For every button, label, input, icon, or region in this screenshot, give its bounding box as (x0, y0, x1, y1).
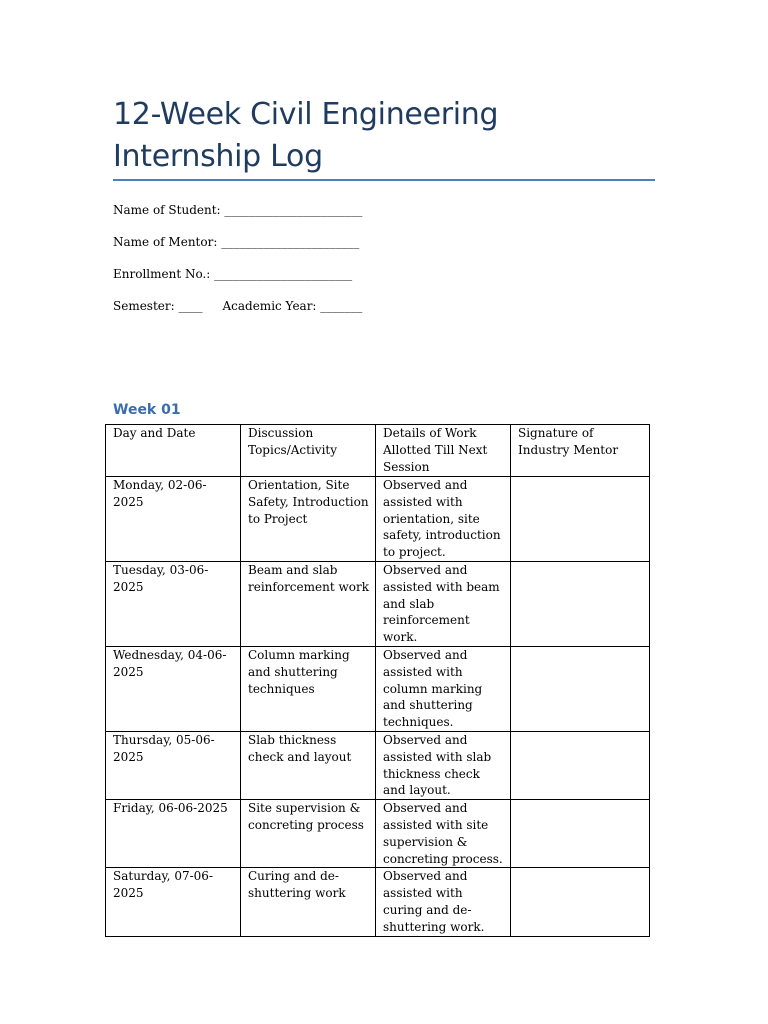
cell-discussion-topic: Column marking and shuttering techniques (241, 646, 376, 731)
document-title: 12-Week Civil Engineering Internship Log (113, 97, 499, 174)
title-underline (113, 179, 655, 181)
week-heading: Week 01 (113, 402, 181, 418)
table-row (106, 800, 650, 868)
header-day-and-date: Day and Date (106, 425, 241, 477)
cell-mentor-signature[interactable] (511, 800, 650, 868)
cell-day-and-date: Tuesday, 03-06-2025 (106, 561, 241, 646)
academic-year-field: Academic Year: _______ (222, 299, 363, 313)
cell-mentor-signature[interactable] (511, 477, 650, 562)
week-log-table (105, 424, 650, 937)
header-discussion-topics: Discussion Topics/Activity (241, 425, 376, 477)
cell-mentor-signature[interactable] (511, 731, 650, 799)
semester-year-line (113, 298, 362, 314)
cell-work-details: Observed and assisted with curing and de-shuttering work. (376, 868, 511, 936)
mentor-name-field: Name of Mentor: _______________________ (113, 235, 360, 249)
cell-discussion-topic: Slab thickness check and layout (241, 731, 376, 799)
table-row (106, 561, 650, 646)
cell-mentor-signature[interactable] (511, 868, 650, 936)
semester-field: Semester: ____ (113, 299, 203, 313)
week-log-body (106, 425, 650, 937)
cell-discussion-topic: Curing and de-shuttering work (241, 868, 376, 936)
table-row (106, 731, 650, 799)
cell-mentor-signature[interactable] (511, 561, 650, 646)
cell-day-and-date: Monday, 02-06-2025 (106, 477, 241, 562)
cell-day-and-date: Friday, 06-06-2025 (106, 800, 241, 868)
table-row (106, 477, 650, 562)
cell-mentor-signature[interactable] (511, 646, 650, 731)
cell-day-and-date: Saturday, 07-06-2025 (106, 868, 241, 936)
table-row (106, 646, 650, 731)
student-name-field: Name of Student: _______________________ (113, 203, 363, 217)
header-work-details: Details of Work Allotted Till Next Session (376, 425, 511, 477)
cell-work-details: Observed and assisted with column marking and shuttering techniques. (376, 646, 511, 731)
cell-discussion-topic: Beam and slab reinforcement work (241, 561, 376, 646)
cell-work-details: Observed and assisted with orientation, site safety, introduction to project. (376, 477, 511, 562)
cell-day-and-date: Thursday, 05-06-2025 (106, 731, 241, 799)
table-header-row (106, 425, 650, 477)
cell-day-and-date: Wednesday, 04-06-2025 (106, 646, 241, 731)
cell-work-details: Observed and assisted with site supervision & concreting process. (376, 800, 511, 868)
cell-work-details: Observed and assisted with beam and slab reinforcement work. (376, 561, 511, 646)
cell-work-details: Observed and assisted with slab thickness check and layout. (376, 731, 511, 799)
enrollment-number-field: Enrollment No.: _______________________ (113, 267, 353, 281)
table-row (106, 868, 650, 936)
cell-discussion-topic: Orientation, Site Safety, Introduction to Project (241, 477, 376, 562)
cell-discussion-topic: Site supervision & concreting process (241, 800, 376, 868)
header-mentor-signature: Signature of Industry Mentor (511, 425, 650, 477)
